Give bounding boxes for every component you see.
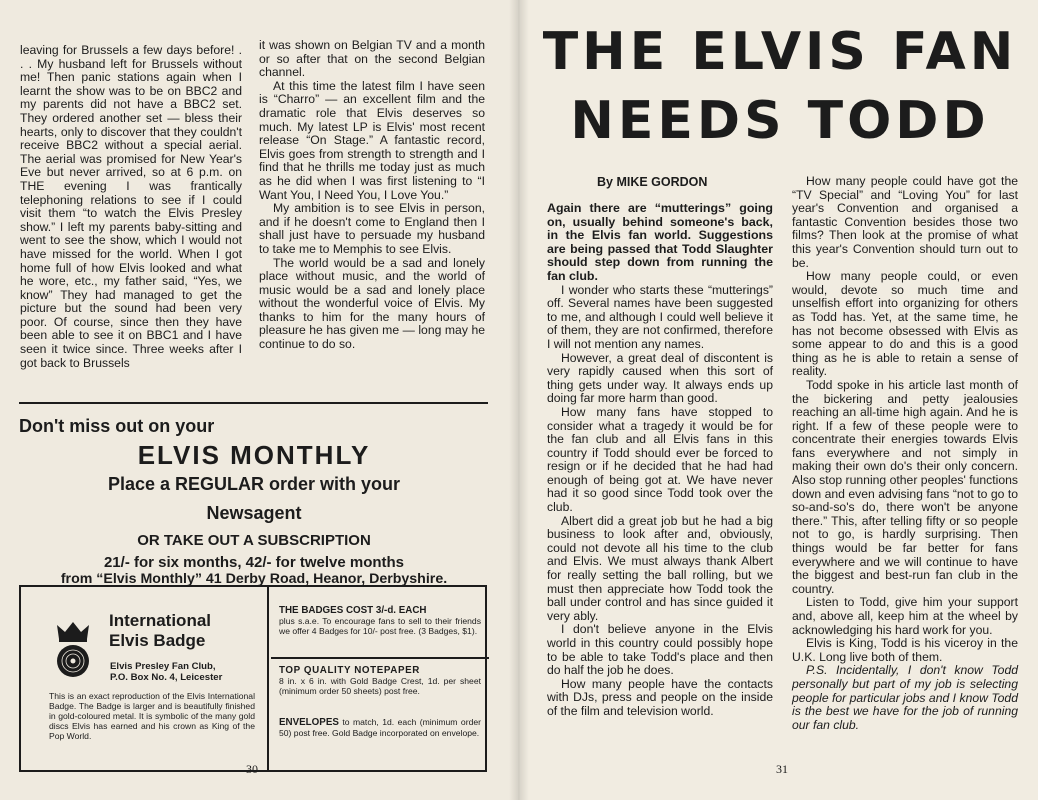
right-col1-paragraph: Albert did a great job but he had a big business to look after and, obviously, could not devote all his time to the club and Elvis. We must always thank Albert for really setting the ball rolling, but we must then appreciate how Todd took the ball under control and has since guided it very ably. — [547, 513, 773, 623]
ad-line-5: OR TAKE OUT A SUBSCRIPTION — [137, 532, 371, 549]
badge-title-line-1: International — [109, 611, 212, 630]
envelopes-body: to match, 1d. each (minimum order 50) post free. Gold Badge incorporated on envelope. — [279, 717, 481, 738]
ad-line-6: 21/- for six months, 42/- for twelve months — [103, 554, 405, 571]
envelopes-text — [279, 717, 481, 738]
badge-cost-heading: THE BADGES COST 3/-d. EACH — [279, 605, 427, 616]
byline: By MIKE GORDON — [597, 175, 708, 189]
envelopes-heading: ENVELOPES — [279, 717, 339, 728]
ad-line-2: ELVIS MONTHLY — [137, 440, 371, 470]
article-headline-line-2: NEEDS TODD — [570, 91, 990, 151]
right-column-2 — [792, 175, 1018, 732]
right-col2-paragraph: Listen to Todd, give him your support and, above all, keep him at the wheel by acknowledging his hard work for you. — [792, 595, 1018, 637]
ad-line-3: Place a REGULAR order with your — [107, 474, 401, 494]
right-col1-paragraph: However, a great deal of discontent is very rapidly caused when this sort of thing gets under way. It always ends up doing far more harm than good. — [547, 350, 773, 406]
lead-paragraph: Again there are “mutterings” going on, usually behind someone's back, in the Elvis fan world. Suggestions are being passed that Todd Slaughter should step down from running the fan club. — [547, 201, 773, 283]
badge-description: This is an exact reproduction of the Elvis International Badge. The Badge is larger and is beautifully finished in gold-coloured metal. It is symbolic of the many gold discs Elvis has earned and his crown as King of the Pop World. — [49, 691, 255, 741]
page-number-left: 30 — [246, 762, 258, 776]
notepaper-block — [279, 665, 481, 696]
article-headline-line-1: THE ELVIS FAN — [542, 22, 1018, 82]
badge-advert — [19, 585, 487, 772]
right-col2-paragraph: How many people could have got the “TV Special” and “Loving You” for last year's Convention and organised a fantastic Convention besides those two films? Then look at the promise of what this year's Convention should turn out to be. — [792, 174, 1018, 270]
page-number-right: 31 — [776, 762, 788, 776]
right-col2-paragraph: Todd spoke in his article last month of the bickering and petty jealousies reaching an all-time high again. And he is right. If a few of these people were to concentrate their energies towards Elvis fans everywhere and not simply in making their own do's their only concern. Also stop running other peoples' functions down and even advising fans “not to go to so-and-so's do, there won't be anyone there.” This, after telling fifty or so people not to go, is hardly surprising. Then things would be far better for fans everywhere and we will continue to have the biggest and best-run fan club in the country. — [792, 377, 1018, 596]
right-column-1 — [547, 202, 773, 719]
left-col2-paragraph: At this time the latest film I have seen is “Charro” — an excellent film and the dramatic role that Elvis deserves so much. My latest LP is Elvis' most recent release “On Stage.” A fantastic record, Elvis goes from strength to strength and I find that he thrills me today just as much as he did when I was first listening to “I Want You, I Need You, I Love You.” — [259, 78, 485, 202]
ad-line-7: from “Elvis Monthly” 41 Derby Road, Heanor, Derbyshire. — [60, 571, 448, 587]
badge-club-address — [110, 661, 222, 683]
right-col1-paragraph: How many fans have stopped to consider what a tragedy it would be for the fan club and all Elvis fans in this country if Todd should ever be forced to resign or if he decided that he had had enough of being got at. We have never had it so good since Todd took over the club. — [547, 404, 773, 515]
ad-line-4: Newsagent — [206, 503, 302, 523]
ad-line-1: Don't miss out on your — [19, 416, 215, 436]
right-col1-paragraph: How many people have the contacts with DJs, press and people on the inside of the film and television world. — [547, 676, 773, 718]
left-col1-paragraph: leaving for Brussels a few days before! . . . My husband left for Brussels without me! Then panic stations again when I learnt the show was to be on BBC2 and my parents did not have a BBC2 set. They ordered another set — bless their hearts, only to discover that they couldn't receive BBC2 without a special aerial. The aerial was promised for New Year's Eve but never arrived, so at 6 p.m. on THE evening I was frantically telephoning relations to see if I could visit them “to watch the Elvis Presley show.” I left my parents baby-sitting and went to see the show, which I would not have missed for the world. When I got home full of how Elvis looked and what he wore, etc., my father said, “Yes, we know” They had managed to get the picture but the sound had been very poor. Of course, since then they have been able to see it on BBC1 and I have seen it twice since. Three weeks after I got back to Brussels — [20, 43, 242, 370]
left-column-2 — [259, 39, 485, 352]
right-col2-paragraph: How many people could, or even would, devote so much time and unselfish effort into organizing for others as Todd has. Yet, at the same time, he has not become obsessed with Elvis as some appear to do and this is a good thing as he is able to retain a sense of reality. — [792, 269, 1018, 379]
club-address-line-2: P.O. Box No. 4, Leicester — [110, 672, 223, 683]
ad-top-rule — [19, 402, 488, 404]
badge-title — [109, 611, 211, 651]
badge-cost-body: plus s.a.e. To encourage fans to sell to their friends we offer 4 Badges for 10/- post free. (3 Badges, $1). — [279, 616, 481, 636]
notepaper-body: 8 in. x 6 in. with Gold Badge Crest, 1d. per sheet (minimum order 50 sheets) post free. — [279, 676, 481, 696]
envelopes-block — [279, 717, 481, 738]
notepaper-heading: TOP QUALITY NOTEPAPER — [279, 665, 420, 676]
badge-cost-block — [279, 605, 481, 636]
club-address-line-1: Elvis Presley Fan Club, — [110, 661, 216, 672]
right-col1-paragraph: I don't believe anyone in the Elvis world in this country could possibly hope to be able to take Todd's place and then do half the job he does. — [547, 622, 773, 678]
badge-divider — [267, 587, 269, 770]
left-col2-paragraph: My ambition is to see Elvis in person, and if he doesn't come to England then I shall just have to persuade my husband to take me to Memphis to see Elvis. — [259, 201, 485, 256]
right-col1-paragraph: I wonder who starts these “mutterings” off. Several names have been suggested to me, and although I could well believe it of them, they are not confirmed, therefore I will not mention any names. — [547, 282, 773, 351]
left-col2-paragraph: The world would be a sad and lonely place without music, and the world of music would be a sad and lonely place without the wonderful voice of Elvis. My thanks to him for the many hours of pleasure he has given me — long may he continue to do so. — [259, 255, 485, 352]
postscript: P.S. Incidentally, I don't know Todd personally but part of my job is selecting people for particular jobs and I know Todd is the best we have for the job of running our fan club. — [792, 663, 1018, 732]
right-col2-paragraph: Elvis is King, Todd is his viceroy in the U.K. Long live both of them. — [792, 636, 1018, 664]
page-gutter — [509, 0, 529, 800]
crowned-disc-icon — [51, 619, 95, 679]
left-col2-paragraph: it was shown on Belgian TV and a month or so after that on the second Belgian channel. — [259, 38, 485, 80]
badge-inner-rule — [271, 657, 489, 659]
badge-title-line-2: Elvis Badge — [109, 631, 206, 650]
left-column-1 — [20, 44, 242, 370]
